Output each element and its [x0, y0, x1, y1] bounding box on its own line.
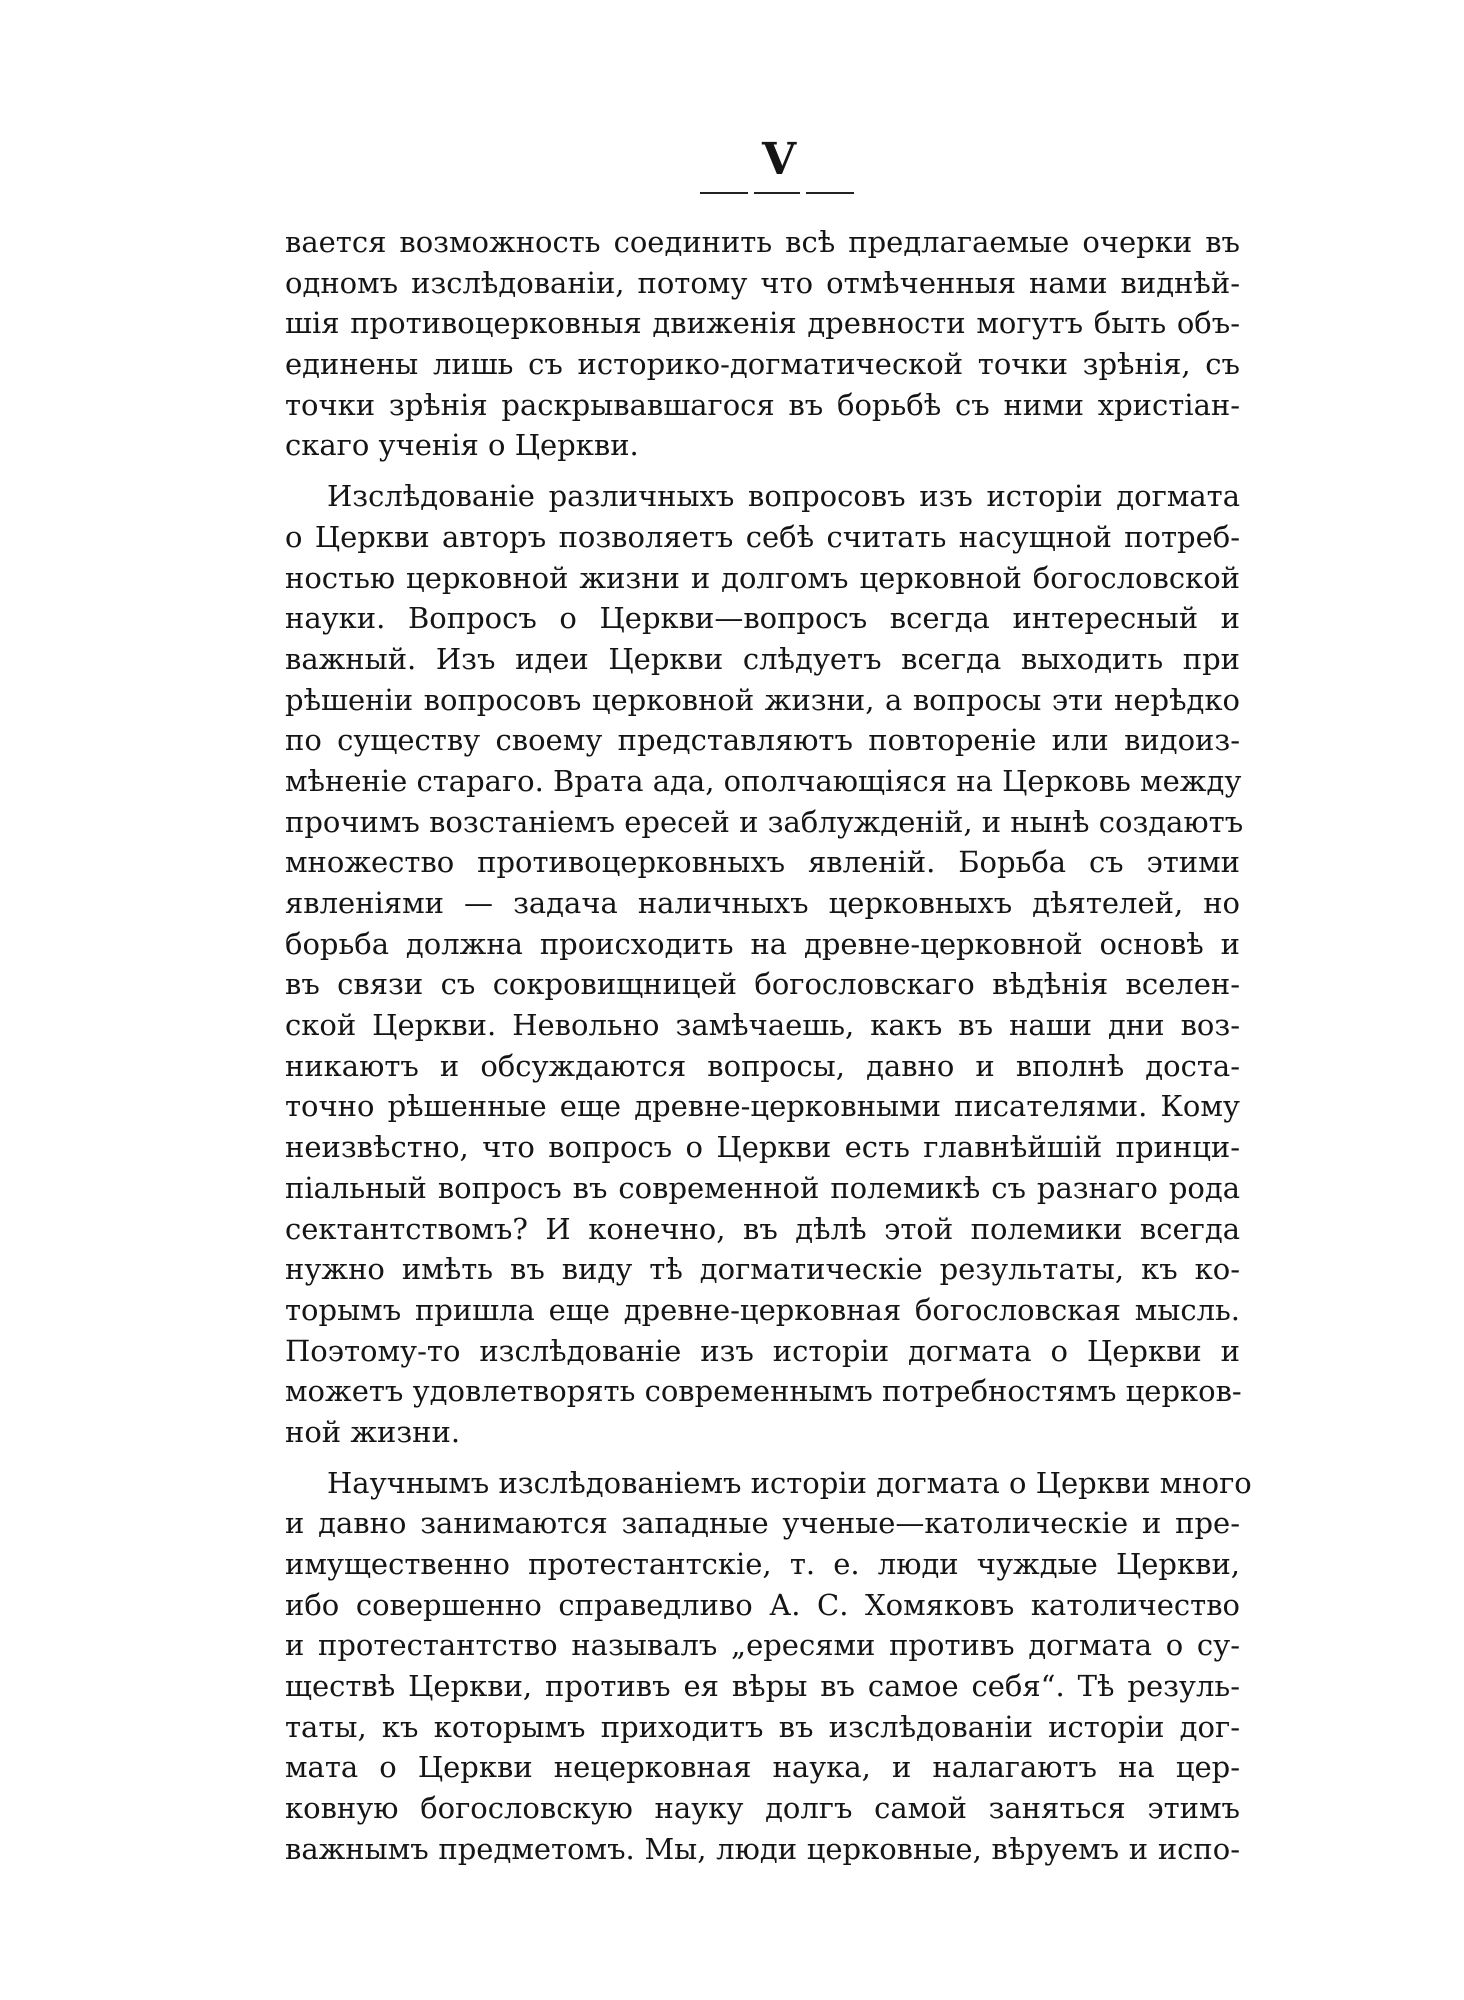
- text-line: ществѣ Церкви, противъ ея вѣры въ самое себя“. Тѣ резуль-: [285, 1669, 1240, 1704]
- text-line: ибо совершенно справедливо А. С. Хомяковъ католичество: [285, 1587, 1240, 1622]
- text-line: рѣшеніи вопросовъ церковной жизни, а вопросы эти нерѣдко: [285, 682, 1240, 717]
- text-line: борьба должна происходить на древне-церковной основѣ и: [285, 926, 1240, 961]
- text-line: точно рѣшенные еще древне-церковными писателями. Кому: [285, 1089, 1240, 1124]
- text-line: по существу своему представляютъ повтореніе или видоиз-: [285, 723, 1240, 758]
- text-line: никаютъ и обсуждаются вопросы, давно и вполнѣ доста-: [285, 1048, 1240, 1083]
- paragraph-2: [285, 476, 1244, 1453]
- paragraph-3: [285, 1463, 1252, 1870]
- text-line: нужно имѣть въ виду тѣ догматическіе результаты, къ ко-: [285, 1252, 1240, 1287]
- text-line: въ связи съ сокровищницей богословскаго вѣдѣнія вселен-: [285, 967, 1240, 1002]
- text-line: и давно занимаются западные ученые—католическіе и пре-: [285, 1506, 1240, 1541]
- text-line: ностью церковной жизни и долгомъ церковной богословской: [285, 560, 1240, 595]
- text-line: мата о Церкви нецерковная наука, и налагаютъ на цер-: [285, 1750, 1240, 1785]
- text-line: Изслѣдованіе различныхъ вопросовъ изъ исторіи догмата: [327, 479, 1240, 514]
- text-line: ской Церкви. Невольно замѣчаешь, какъ въ наши дни воз-: [285, 1008, 1240, 1043]
- text-line: шія противоцерковныя движенія древности могутъ быть объ-: [285, 306, 1240, 341]
- text-line: торымъ пришла еще древне-церковная богословская мысль.: [285, 1292, 1240, 1327]
- page-number: V: [762, 134, 797, 185]
- text-line: важный. Изъ идеи Церкви слѣдуетъ всегда выходить при: [285, 641, 1240, 676]
- text-line: мѣненіе стараго. Врата ада, ополчающіяся на Церковь между: [285, 763, 1242, 798]
- page-header: [700, 134, 860, 208]
- header-rule: [700, 192, 748, 194]
- text-line: имущественно протестантскіе, т. е. люди чуждые Церкви,: [285, 1547, 1240, 1581]
- header-rule: [806, 192, 854, 194]
- text-line: и протестантство называлъ „ересями противъ догмата о су-: [285, 1628, 1240, 1663]
- text-line: вается возможность соединить всѣ предлагаемые очерки въ: [285, 225, 1240, 259]
- text-line: одномъ изслѣдованіи, потому что отмѣченныя нами виднѣй-: [285, 265, 1240, 300]
- text-line: неизвѣстно, что вопросъ о Церкви есть главнѣйшій принци-: [285, 1130, 1240, 1165]
- text-line: скаго ученія о Церкви.: [285, 428, 639, 463]
- text-line: важнымъ предметомъ. Мы, люди церковные, вѣруемъ и испо-: [285, 1831, 1240, 1866]
- text-line: Поэтому-то изслѣдованіе изъ исторіи догмата о Церкви и: [285, 1333, 1240, 1368]
- header-rule: [754, 192, 800, 194]
- text-line: ковную богословскую науку долгъ самой заняться этимъ: [285, 1791, 1240, 1826]
- text-line: науки. Вопросъ о Церкви—вопросъ всегда интересный и: [285, 601, 1240, 636]
- text-line: піальный вопросъ въ современной полемикѣ съ разнаго рода: [285, 1170, 1240, 1205]
- text-line: о Церкви авторъ позволяетъ себѣ считать насущной потреб-: [285, 519, 1240, 554]
- text-line: единены лишь съ историко-догматической точки зрѣнія, съ: [285, 347, 1240, 382]
- text-line: Научнымъ изслѣдованіемъ исторіи догмата о Церкви много: [327, 1465, 1252, 1500]
- text-line: ной жизни.: [285, 1414, 461, 1449]
- text-line: прочимъ возстаніемъ ересей и заблужденій, и нынѣ создаютъ: [285, 804, 1244, 839]
- text-line: сектантствомъ? И конечно, въ дѣлѣ этой полемики всегда: [285, 1211, 1240, 1246]
- text-line: множество противоцерковныхъ явленій. Борьба съ этими: [285, 845, 1240, 880]
- text-line: точки зрѣнія раскрывавшагося въ борьбѣ съ ними христіан-: [285, 387, 1240, 422]
- text-line: можетъ удовлетворять современнымъ потребностямъ церков-: [285, 1374, 1242, 1409]
- text-line: явленіями — задача наличныхъ церковныхъ дѣятелей, но: [285, 886, 1240, 920]
- body-text: [285, 222, 1252, 1870]
- paragraph-1: [285, 222, 1240, 466]
- text-line: таты, къ которымъ приходитъ въ изслѣдованіи исторіи дог-: [285, 1709, 1240, 1744]
